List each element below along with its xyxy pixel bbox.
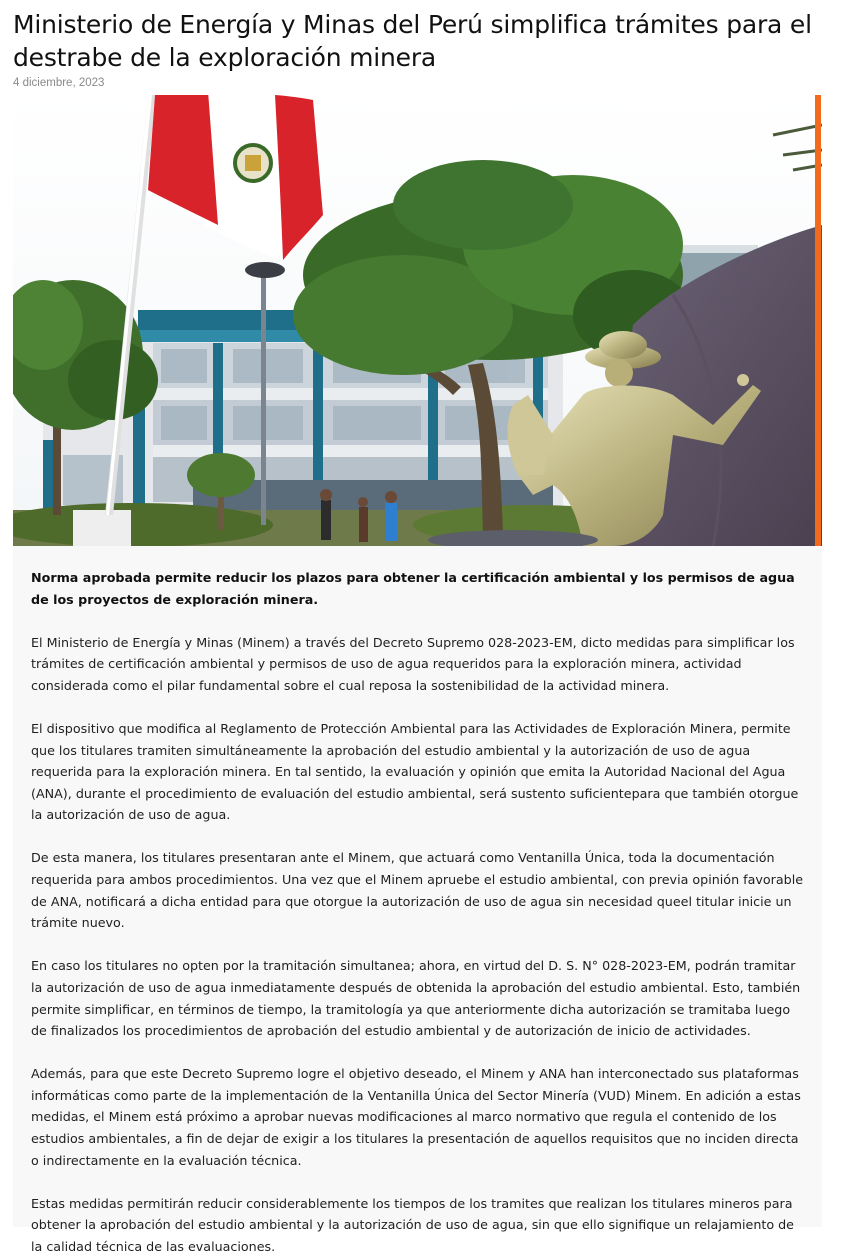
article-paragraph-5: Además, para que este Decreto Supremo logre el objetivo deseado, el Minem y ANA han interconectado sus plataformas informáticas como parte de la implementación de la Ventanilla Única del Sector Minería (VUD) Minem. En adición a estas medidas, el Minem está próximo a aprobar nuevas modificaciones al marco normativo que regula el contenido de los estudios ambientales, a fin de dejar de exigir a los titulares la presentación de aquellos requisitos que no inciden directa o indirectamente en la evaluación técnica. <box>31 1066 801 1168</box>
article-body <box>13 546 822 1254</box>
article-lead: Norma aprobada permite reducir los plazos para obtener la certificación ambiental y los permisos de agua de los proyectos de exploración minera. <box>31 570 795 607</box>
article-paragraph-6: Estas medidas permitirán reducir considerablemente los tiempos de los tramites que realizan los titulares mineros para obtener la aprobación del estudio ambiental y la autorización de uso de agua, sin que ello signifique un relajamiento de la calidad técnica de las evaluaciones. <box>31 1195 794 1254</box>
article-paragraph-3: De esta manera, los titulares presentaran ante el Minem, que actuará como Ventanilla Única, toda la documentación requerida para ambos procedimientos. Una vez que el Minem apruebe el estudio ambiental, con previa opinión favorable de ANA, notificará a dicha entidad para que otorgue la autorización de uso de agua sin necesidad queel titular inicie un trámite nuevo. <box>31 850 804 931</box>
hero-photo <box>13 95 822 546</box>
article-paragraph-1: El Ministerio de Energía y Minas (Minem) a través del Decreto Supremo 028-2023-EM, dicto medidas para simplificar los trámites de certificación ambiental y permisos de uso de agua requeridos para la exploración minera, actividad considerada como el pilar fundamental sobre el cual reposa la sostenibilidad de la actividad minera. <box>31 634 795 693</box>
article-paragraph-4: En caso los titulares no opten por la tramitación simultanea; ahora, en virtud del D. S. N° 028-2023-EM, podrán tramitar la autorización de uso de agua inmediatamente después de obtenida la aprobación del estudio ambiental. Esto, también permite simplificar, en términos de tiempo, la tramitología ya que anteriormente dicha autorización se tramitaba luego de finalizados los procedimientos de aprobación del estudio ambiental y de autorización de inicio de actividades. <box>31 958 801 1039</box>
article-title: Ministerio de Energía y Minas del Perú simplifica trámites para el destrabe de la exploración minera <box>13 10 812 72</box>
article-paragraph-2: El dispositivo que modifica al Reglamento de Protección Ambiental para las Actividades de Exploración Minera, permite que los titulares tramiten simultáneamente la aprobación del estudio ambiental y la autorización de uso de agua requerida para la exploración minera. En tal sentido, la evaluación y opinión que emita la Autoridad Nacional del Agua (ANA), durante el procedimiento de evaluación del estudio ambiental, será sustento suficientepara que también otorgue la autorización de uso de agua. <box>31 720 799 823</box>
article-date: 4 diciembre, 2023 <box>13 77 105 89</box>
accent-bar <box>815 95 821 548</box>
hero-illustration <box>13 95 822 546</box>
